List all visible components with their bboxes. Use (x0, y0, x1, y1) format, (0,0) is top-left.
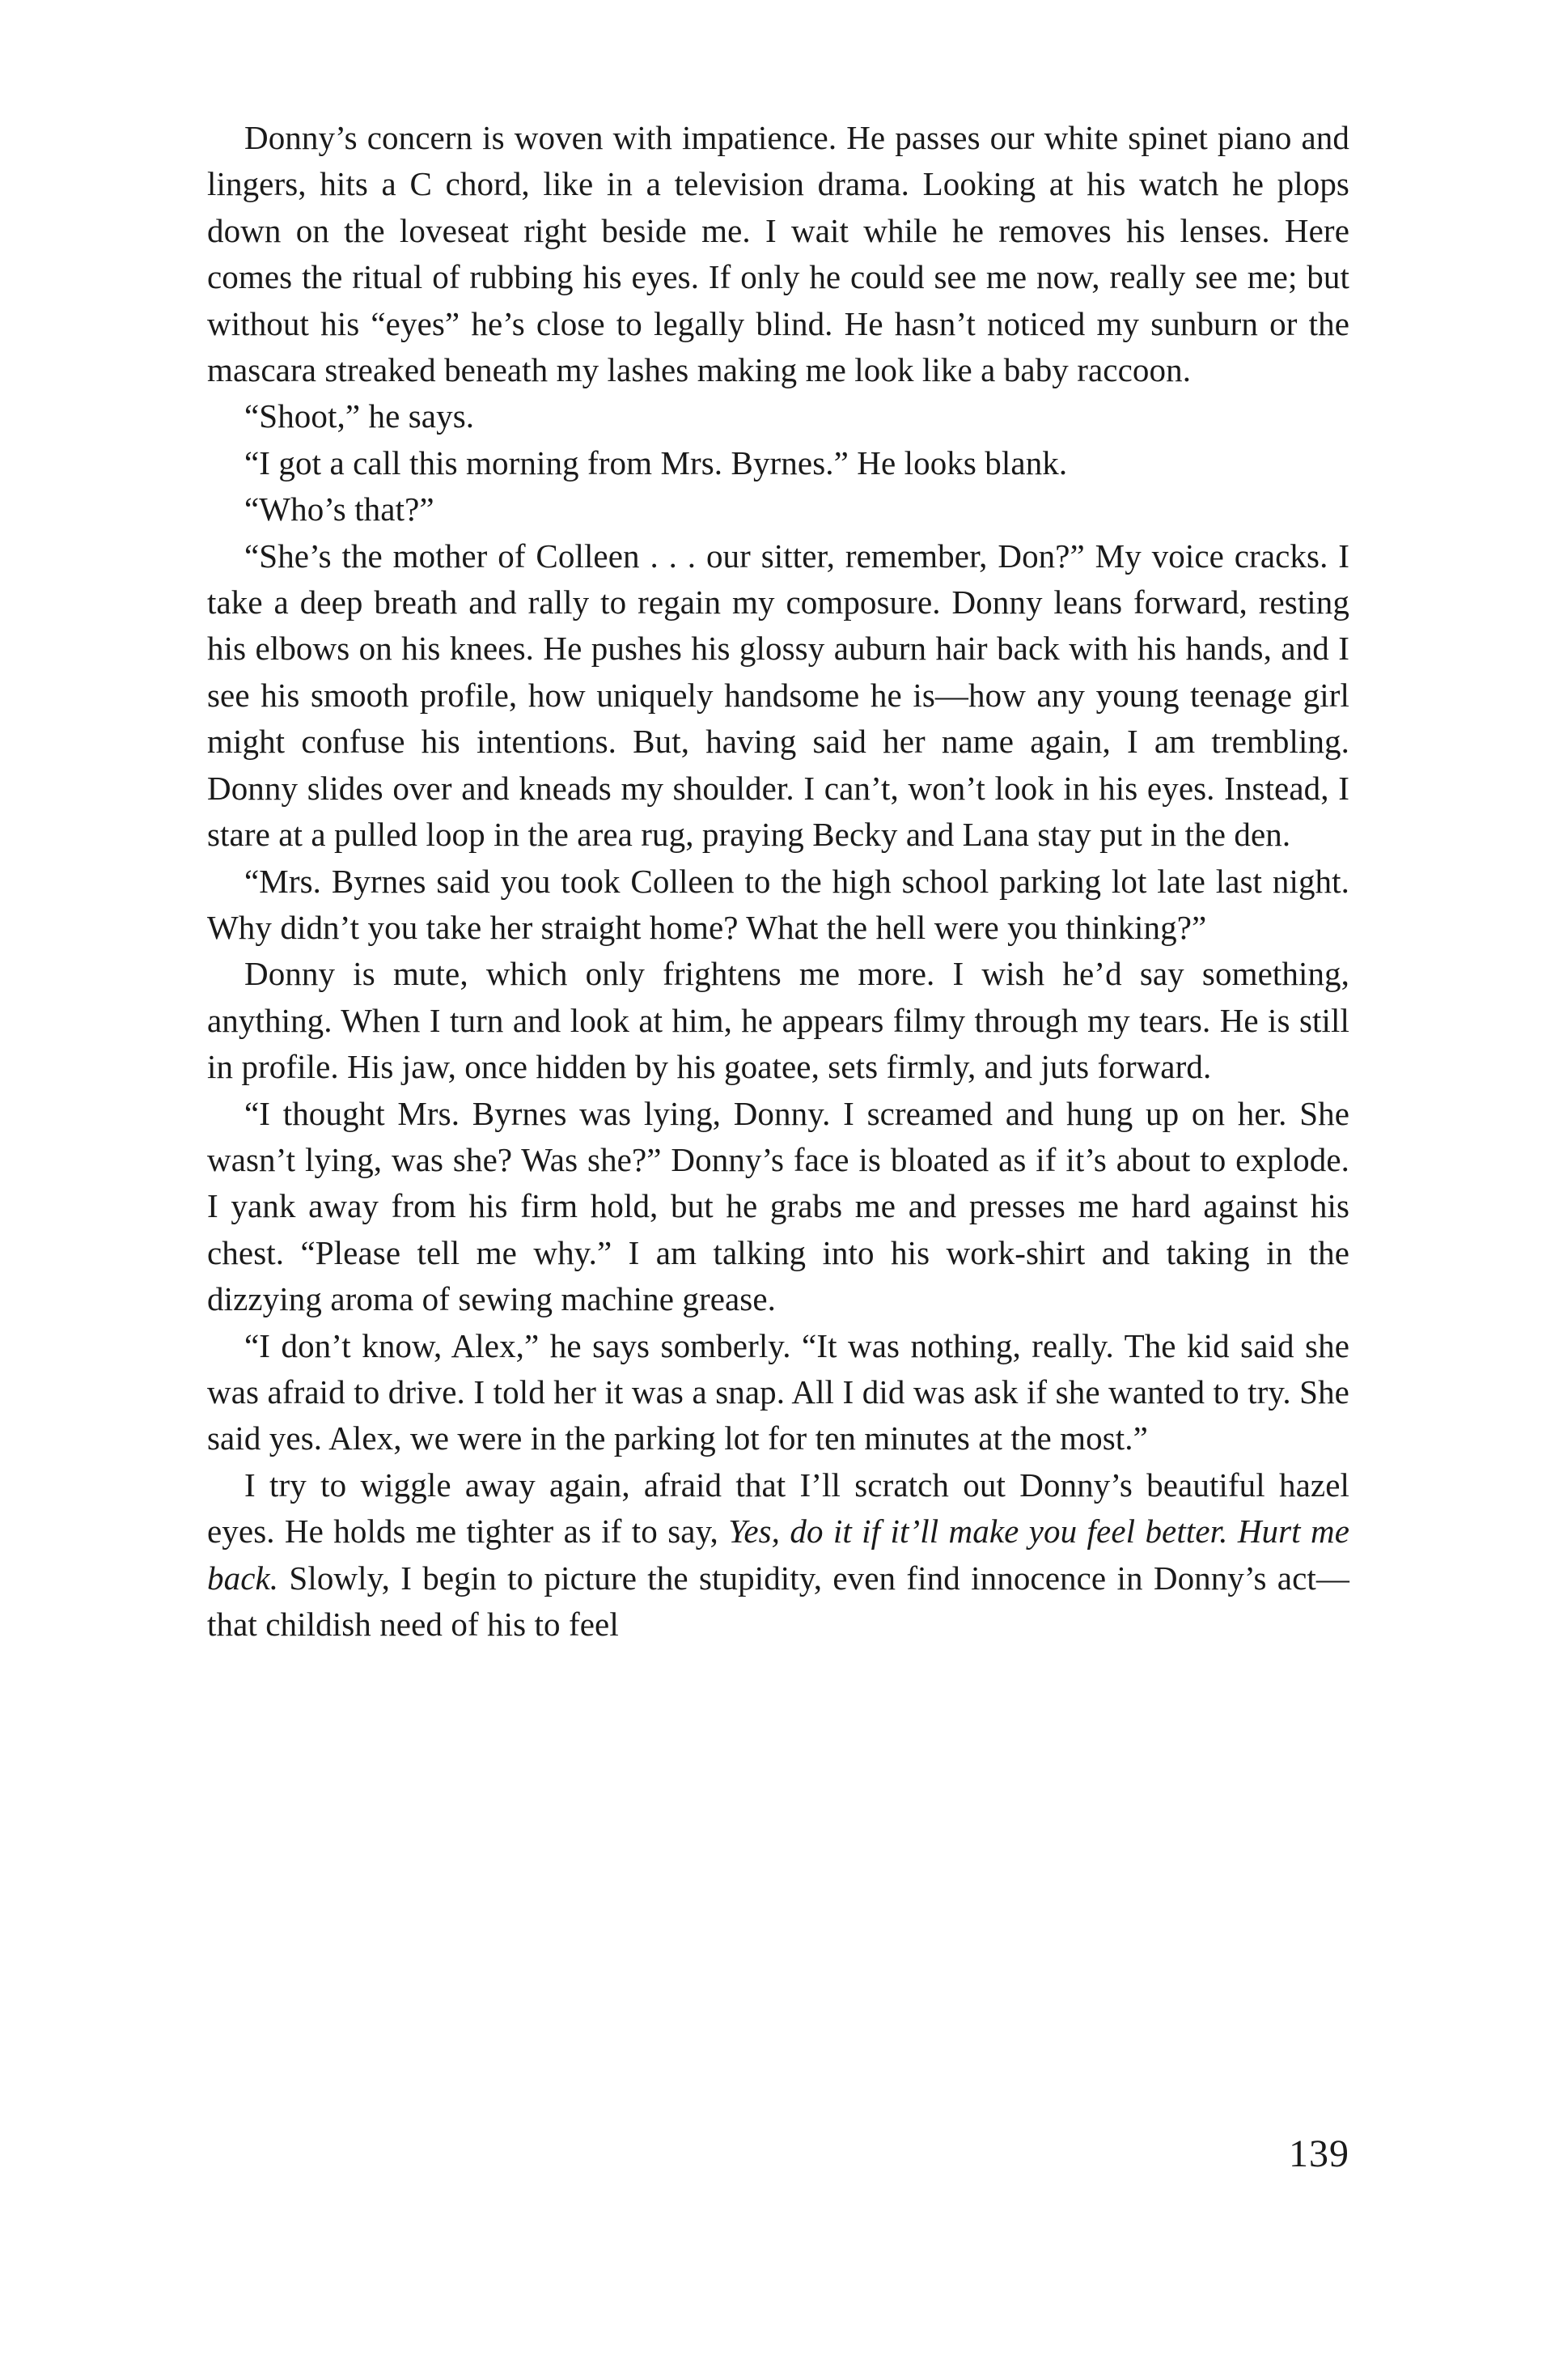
italic-text: Yes, do it if it’ll make you feel better. Hurt me back. (207, 1512, 1349, 1597)
paragraph-last (207, 1462, 1349, 1648)
body-text (207, 115, 1349, 1648)
text-span: Slowly, I begin to picture the stupidity, even find innocence in Donny’s act—that childish need of his to feel (207, 1559, 1349, 1643)
page-number: 139 (1289, 2132, 1349, 2175)
paragraph: “Mrs. Byrnes said you took Colleen to the high school parking lot late last night. Why didn’t you take her straight home? What the hell were you thinking?” (207, 862, 1349, 946)
paragraph: “Shoot,” he says. (244, 397, 475, 435)
paragraph: “I thought Mrs. Byrnes was lying, Donny. I screamed and hung up on her. She wasn’t lying, was she? Was she?” Donny’s face is bloated as if it’s about to explode. I yank away from his firm hold, but he grabs me and presses me hard against his chest. “Please tell me why.” I am talking into his work-shirt and taking in the dizzying aroma of sewing machine grease. (207, 1094, 1349, 1318)
paragraph: Donny’s concern is woven with impatience. He passes our white spinet piano and lingers, hits a C chord, like in a television drama. Looking at his watch he plops down on the loveseat right beside me. I wait while he removes his lenses. Here comes the ritual of rubbing his eyes. If only he could see me now, really see me; but without his “eyes” he’s close to legally blind. He hasn’t noticed my sunburn or the mascara streaked beneath my lashes making me look like a baby raccoon. (207, 119, 1349, 389)
paragraph: “I got a call this morning from Mrs. Byrnes.” He looks blank. (244, 443, 1068, 482)
text-span: I try to wiggle away again, afraid that I’ll scratch out Donny’s beautiful hazel eyes. He holds me tighter as if to say, (207, 1466, 1349, 1551)
paragraph: “She’s the mother of Colleen . . . our sitter, remember, Don?” My voice cracks. I take a deep breath and rally to regain my composure. Donny leans forward, resting his elbows on his knees. He pushes his glossy auburn hair back with his hands, and I see his smooth profile, how uniquely handsome he is—how any young teenage girl might confuse his intentions. But, having said her name again, I am trembling. Donny slides over and kneads my shoulder. I can’t, won’t look in his eyes. Instead, I stare at a pulled loop in the area rug, praying Becky and Lana stay put in the den. (207, 537, 1349, 854)
paragraph: Donny is mute, which only frightens me more. I wish he’d say something, anything. When I turn and look at him, he appears filmy through my tears. He is still in profile. His jaw, once hidden by his goatee, sets firmly, and juts forward. (207, 955, 1349, 1086)
paragraph: “Who’s that?” (244, 490, 434, 528)
paragraph: “I don’t know, Alex,” he says somberly. “It was nothing, really. The kid said she was afraid to drive. I told her it was a snap. All I did was ask if she wanted to try. She said yes. Alex, we were in the parking lot for ten minutes at the most.” (207, 1326, 1349, 1457)
